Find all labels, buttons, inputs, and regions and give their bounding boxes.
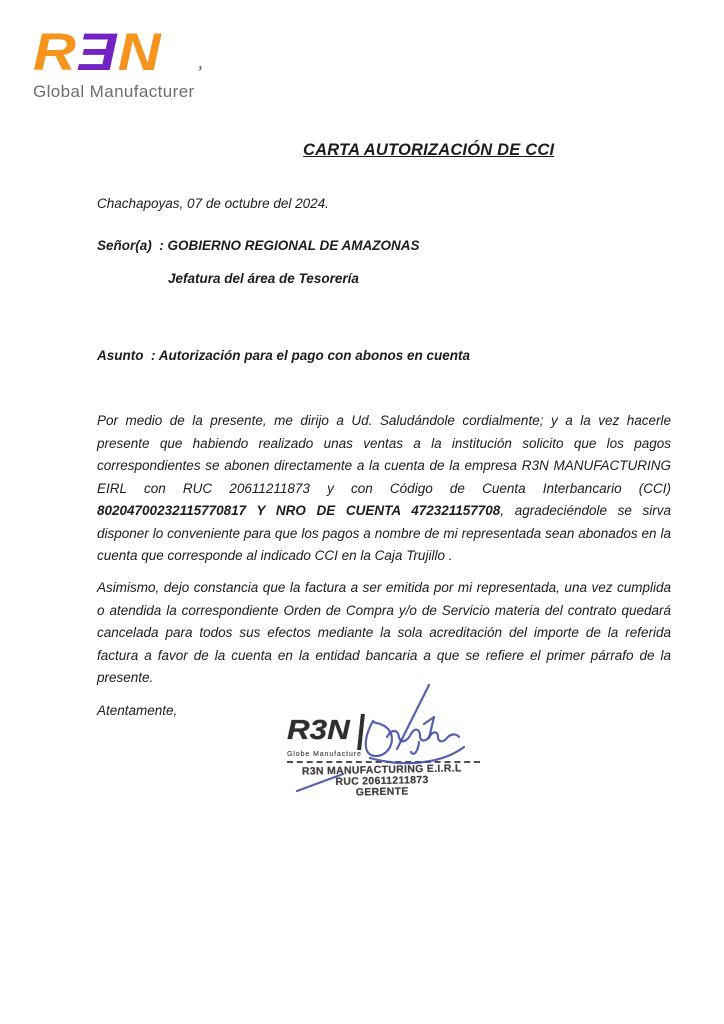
logo-letter-3: Ǝ: [76, 23, 118, 82]
body-paragraph-2: Asimismo, dejo constancia que la factura a ser emitida por mi representada, una vez cumplida o atendida la correspondiente Orden de Compra y/o de Servicio materia del contrato quedará cancelada para todos sus efectos mediante la sola acreditación del importe de la referida factura a favor de la cuenta en la entidad bancaria a que se refiere el primer párrafo de la presente.: [97, 580, 671, 685]
subject-line: Asunto : Autorización para el pago con abonos en cuenta: [97, 348, 471, 363]
signature-bottom-strike: [297, 774, 343, 791]
addressee-name-line: Señor(a) : GOBIERNO REGIONAL DE AMAZONAS: [97, 238, 420, 253]
signature-descender: [411, 742, 419, 754]
letter-date-line: Chachapoyas, 07 de octubre del 2024.: [97, 196, 329, 211]
logo-letter-n: N: [117, 23, 162, 82]
handwritten-signature: [280, 675, 490, 805]
addressee-department-line: Jefatura del área de Tesorería: [168, 271, 359, 286]
logo-trademark-tick: ’: [195, 63, 204, 82]
stamp-company-line: R3N MANUFACTURING E.I.R.L: [301, 762, 462, 778]
signature-scribble: [387, 730, 459, 742]
closing-line: Atentamente,: [97, 703, 178, 718]
stamp-role-line: GERENTE: [355, 785, 409, 799]
company-logo: [33, 23, 195, 102]
logo-letter-r: R: [33, 23, 77, 82]
stamp-ruc-line: RUC 20611211873: [335, 774, 429, 788]
signature-d-loop: [366, 721, 392, 756]
company-logo-tagline: Global Manufacturer: [33, 82, 195, 101]
body-paragraph-1: Por medio de la presente, me dirijo a Ud. Saludándole cordialmente; y a la vez hacerle presente que habiendo realizado unas ventas a la institución solicito que los pagos correspondientes se abonen directamente a la cuenta de la empresa R3N MANUFACTURING EIRL con RUC 20611211873 y con Código de Cuenta Interbancario (CCI) 80204700232115770817 Y NRO DE CUENTA 472321157708, agradeciéndole se sirva disponer lo conveniente para que los pagos a nombre de mi representada sean abonados en la cuenta que corresponde al indicado CCI en la Caja Trujillo .: [97, 413, 671, 563]
company-logo-wordmark: [33, 23, 214, 82]
letter-title: CARTA AUTORIZACIÓN DE CCI: [303, 141, 555, 159]
signature-numeral: [424, 717, 434, 738]
stamp-logo-wordmark: R3N: [287, 714, 350, 745]
stamp-tagline: Globe Manufacture: [287, 751, 362, 758]
